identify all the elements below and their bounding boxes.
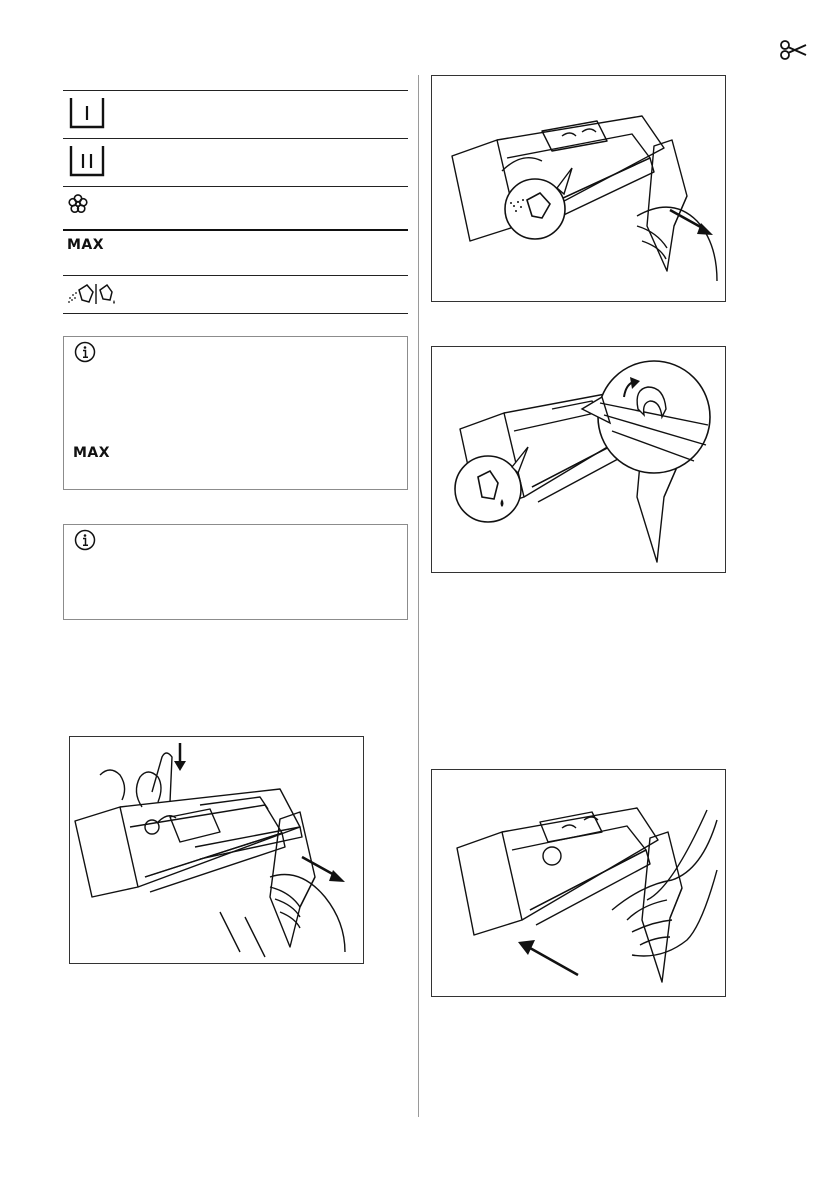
info-icon [74,529,96,551]
max-level-label: MAX [67,237,105,253]
liquid-detergent-flap-illustration [432,347,725,572]
table-row [63,186,408,229]
powder-detergent-drawer-illustration [432,76,725,301]
push-drawer-in-illustration [432,770,725,996]
table-row [63,275,408,313]
fabric-softener-flower-icon [67,193,89,215]
column-divider [418,75,419,1117]
figure-powder-detergent-drawer [431,75,726,302]
table-bottom-rule [63,313,408,314]
compartment-symbol-table [63,90,408,313]
info-note-box [63,336,408,490]
scissors-icon [779,40,807,60]
info-note-box [63,524,408,620]
powder-liquid-detergent-flap-icon [67,282,119,306]
max-level-label: MAX [73,445,111,461]
main-wash-compartment-icon [67,144,107,178]
press-lever-pull-drawer-illustration [70,737,363,963]
prewash-compartment-icon [67,96,107,130]
table-row [63,229,408,275]
figure-push-drawer-in [431,769,726,997]
figure-press-lever-pull-out-drawer [69,736,364,964]
info-icon [74,341,96,363]
table-row [63,90,408,138]
figure-liquid-detergent-flap [431,346,726,573]
table-row [63,138,408,186]
